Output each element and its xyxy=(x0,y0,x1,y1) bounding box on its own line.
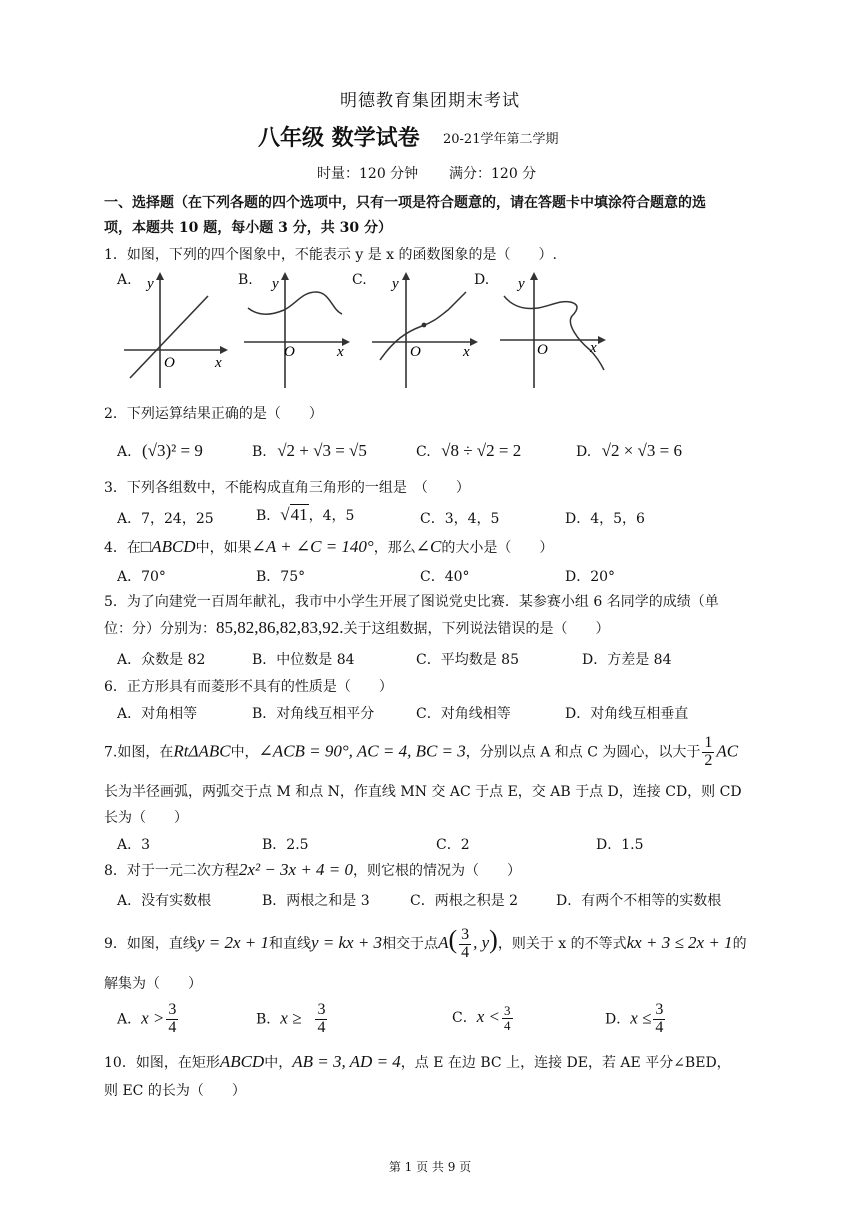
q1-b-x-label: x xyxy=(337,344,344,360)
q6-option-c: C．对角线相等 xyxy=(416,706,511,722)
q1-a-origin: O xyxy=(164,355,175,371)
q7-option-c: C．2 xyxy=(436,837,470,853)
q1-graph-b xyxy=(240,270,355,390)
section-heading-line1: 一、选择题（在下列各题的四个选项中，只有一项是符合题意的，请在答题卡中填涂符合题意的选 xyxy=(104,195,706,211)
q9-option-b: B．x ≥ $\frac{3}{4}$ xyxy=(256,1001,326,1036)
q10-given: AB = 3, AD = 4 xyxy=(292,1052,401,1071)
q2-option-c: C. √8 ÷ √2 = 2 xyxy=(416,441,522,460)
q2-option-b-expr: √2 + √3 = √5 xyxy=(277,441,367,460)
q9-option-a: A．x > $\frac{3}{4}$ xyxy=(117,1001,177,1036)
q1-stem: 1．如图，下列的四个图象中，不能表示 y 是 x 的函数图象的是（ ）. xyxy=(104,247,557,263)
section-heading-line2: 项，本题共 10 题，每小题 3 分，共 30 分） xyxy=(104,220,392,236)
time-info: 时量：120 分钟 xyxy=(317,166,419,182)
q2-option-c-expr: √8 ÷ √2 = 2 xyxy=(441,441,522,460)
q9-line2: 解集为（ ） xyxy=(104,976,202,992)
q9-point-fraction: $\frac{3}{4}$ xyxy=(461,925,470,961)
q4-stem: 4．在□ABCD中，如果∠A + ∠C = 140°，那么∠C的大小是（ ） xyxy=(104,537,554,556)
q6-option-b: B．对角线互相平分 xyxy=(252,706,375,722)
exam-org-title: 明德教育集团期末考试 xyxy=(340,91,520,111)
q1-graph-a xyxy=(120,270,232,390)
q10-line2: 则 EC 的长为（ ） xyxy=(104,1083,246,1099)
q4-option-b: B．75° xyxy=(256,569,306,585)
q7-line1: 7.如图，在RtΔABC中，∠ACB = 90°, AC = 4, BC = 3，分别以点 A 和点 C 为圆心，以大于 $\frac{1}{2}$ AC xyxy=(104,734,739,769)
q3-option-b: B．√41，4，5 xyxy=(256,505,355,524)
q4-angle-expr: ∠A + ∠C = 140° xyxy=(251,537,374,556)
q8-option-a: A．没有实数根 xyxy=(117,893,212,909)
q1-label-b: B. xyxy=(238,272,253,288)
q9-option-c: C．x < $\frac{3}{4}$ xyxy=(452,1003,511,1033)
q7-line3: 长为（ ） xyxy=(104,810,188,826)
q1-graph-c xyxy=(370,270,485,390)
q1-a-x-label: x xyxy=(215,355,222,371)
q4-option-d: D．20° xyxy=(565,569,616,585)
q8-option-b: B．两根之和是 3 xyxy=(262,893,370,909)
q5-scores: 85,82,86,82,83,92. xyxy=(216,618,344,637)
q7-fraction: $\frac{1}{2}$ xyxy=(704,734,713,769)
q1-label-c: C. xyxy=(352,272,367,288)
score-info: 满分：120 分 xyxy=(449,166,537,182)
q8-option-c: C．两根之积是 2 xyxy=(410,893,519,909)
q5-option-d: D．方差是 84 xyxy=(582,652,672,668)
q10-line1: 10．如图，在矩形ABCD中，AB = 3, AD = 4，点 E 在边 BC 上，连接 DE，若 AE 平分∠BED， xyxy=(104,1052,731,1071)
q5-option-c: C．平均数是 85 xyxy=(416,652,519,668)
q7-given: ∠ACB = 90°, AC = 4, BC = 3 xyxy=(258,741,466,761)
q1-b-origin: O xyxy=(284,344,295,360)
q1-d-y-label: y xyxy=(518,276,525,292)
q1-c-origin: O xyxy=(410,344,421,360)
q4-option-c: C．40° xyxy=(420,569,470,585)
q6-stem: 6．正方形具有而菱形不具有的性质是（ ） xyxy=(104,679,393,695)
q1-c-x-label: x xyxy=(463,344,470,360)
page-footer: 第 1 页 共 9 页 xyxy=(388,1160,472,1174)
q3-option-a: A．7，24，25 xyxy=(117,511,214,527)
q1-c-y-label: y xyxy=(392,276,399,292)
q5-line2: 位：分）分别为：85,82,86,82,83,92.关于这组数据，下列说法错误的是（ ） xyxy=(104,618,610,637)
q1-d-origin: O xyxy=(537,342,548,358)
q2-option-d-expr: √2 × √3 = 6 xyxy=(601,441,682,460)
q3-option-d: D．4，5，6 xyxy=(565,511,645,527)
q9-inequality: kx + 3 ≤ 2x + 1 xyxy=(626,933,733,952)
q6-option-a: A．对角相等 xyxy=(117,706,198,722)
q3-stem: 3．下列各组数中，不能构成直角三角形的一组是 （ ） xyxy=(104,480,470,496)
q8-equation: 2x² − 3x + 4 = 0 xyxy=(238,860,354,879)
q8-stem: 8．对于一元二次方程2x² − 3x + 4 = 0，则它根的情况为（ ） xyxy=(104,860,522,879)
q1-graph-d xyxy=(498,270,610,390)
paper-title: 八年级 数学试卷 xyxy=(258,126,420,151)
q2-option-a: A. (√3)² = 9 xyxy=(117,441,203,460)
q1-a-y-label: y xyxy=(147,276,154,292)
q3-option-c: C．3，4，5 xyxy=(420,511,500,527)
q9-line1: 9．如图，直线y = 2x + 1和直线y = kx + 3相交于点A( $\frac{3}{4}$ , y)，则关于 x 的不等式kx + 3 ≤ 2x + 1的 xyxy=(104,925,747,961)
q2-stem: 2．下列运算结果正确的是（ ） xyxy=(104,406,323,422)
q6-option-d: D．对角线互相垂直 xyxy=(565,706,689,722)
q8-option-d: D．有两个不相等的实数根 xyxy=(556,893,722,909)
q2-option-b: B. √2 + √3 = √5 xyxy=(252,441,367,460)
q5-line1: 5．为了向建党一百周年献礼，我市中小学生开展了图说党史比赛．某参赛小组 6 名同学的成绩（单 xyxy=(104,594,719,610)
q9-option-d: D．x ≤ $\frac{3}{4}$ xyxy=(605,1001,664,1036)
q7-option-d: D．1.5 xyxy=(596,837,644,853)
q1-b-y-label: y xyxy=(272,276,279,292)
paper-term: 20-21学年第二学期 xyxy=(443,132,559,147)
q2-option-a-expr: (√3)² = 9 xyxy=(142,441,203,460)
q4-option-a: A．70° xyxy=(117,569,166,585)
q4-parallelogram: □ABCD xyxy=(140,537,196,556)
q7-option-b: B．2.5 xyxy=(262,837,309,853)
q2-option-d: D. √2 × √3 = 6 xyxy=(576,441,682,460)
q1-label-d: D. xyxy=(474,272,490,288)
q1-d-x-label: x xyxy=(590,340,597,356)
q1-label-a: A. xyxy=(117,272,132,288)
q5-option-b: B．中位数是 84 xyxy=(252,652,355,668)
q7-option-a: A．3 xyxy=(117,837,151,853)
q7-line2: 长为半径画弧，两弧交于点 M 和点 N，作直线 MN 交 AC 于点 E，交 AB 于点 D，连接 CD，则 CD xyxy=(104,784,742,800)
q5-option-a: A．众数是 82 xyxy=(117,652,206,668)
